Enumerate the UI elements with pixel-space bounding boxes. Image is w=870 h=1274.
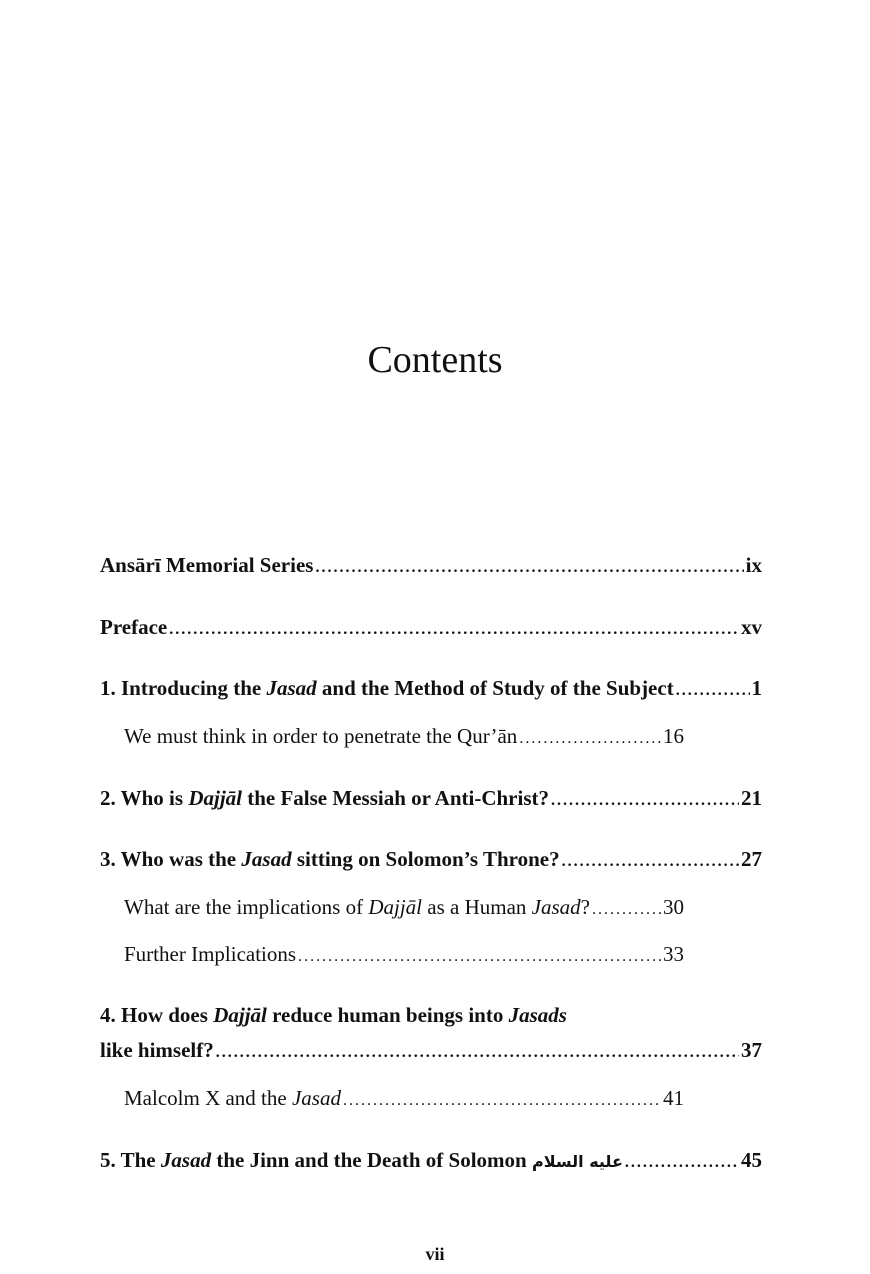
toc-label: Ansārī Memorial Series xyxy=(100,553,314,577)
toc-entry-preface[interactable] xyxy=(100,615,762,640)
toc-label: Preface xyxy=(100,615,168,639)
toc-page-number: 33 xyxy=(663,942,684,966)
toc-entry-chapter-4-line-1[interactable]: 4. How does Dajjāl reduce human beings into Jasads xyxy=(100,1003,567,1027)
toc-page-number: 1 xyxy=(751,676,762,700)
toc-entry-chapter-3[interactable] xyxy=(100,847,762,872)
toc-page-number: 37 xyxy=(741,1038,762,1062)
toc-label: 5. The Jasad the Jinn and the Death of Solomon عليه السلام xyxy=(100,1148,623,1172)
toc-label: 2. Who is Dajjāl the False Messiah or Anti-Christ? xyxy=(100,786,549,810)
toc-subentry-further-implications[interactable] xyxy=(124,942,684,967)
leader-dots xyxy=(169,621,739,639)
leader-dots xyxy=(625,1154,739,1172)
leader-dots xyxy=(562,853,739,871)
leader-dots xyxy=(315,559,743,577)
leader-dots xyxy=(216,1044,739,1062)
toc-entry-ansari-memorial-series[interactable] xyxy=(100,553,762,578)
toc-entry-chapter-1[interactable] xyxy=(100,676,762,701)
toc-entry-chapter-2[interactable] xyxy=(100,786,762,811)
leader-dots xyxy=(519,730,661,748)
toc-page-number: 27 xyxy=(741,847,762,871)
toc-page-number: ix xyxy=(745,553,762,577)
page-title: Contents xyxy=(367,339,503,381)
toc-page-number: 45 xyxy=(741,1148,762,1172)
toc-label: Malcolm X and the Jasad xyxy=(124,1086,341,1110)
toc-page-number: 21 xyxy=(741,786,762,810)
toc-page-number: xv xyxy=(741,615,762,639)
leader-dots xyxy=(551,792,739,810)
toc-label: 3. Who was the Jasad sitting on Solomon’s Throne? xyxy=(100,847,560,871)
toc-page-number: 30 xyxy=(663,895,684,919)
page-folio-number: vii xyxy=(425,1244,445,1264)
toc-subentry-implications-of-dajjal[interactable] xyxy=(124,895,684,920)
arabic-honorific: عليه السلام xyxy=(531,1152,623,1171)
toc-label: like himself? xyxy=(100,1038,214,1062)
toc-label: What are the implications of Dajjāl as a Human Jasad? xyxy=(124,895,590,919)
leader-dots xyxy=(343,1092,661,1110)
toc-subentry-think-to-penetrate-quran[interactable] xyxy=(124,724,684,749)
leader-dots xyxy=(676,682,750,700)
leader-dots xyxy=(298,948,661,966)
toc-page-number: 16 xyxy=(663,724,684,748)
toc-entry-chapter-5[interactable] xyxy=(100,1148,762,1173)
toc-subentry-malcolm-x[interactable] xyxy=(124,1086,684,1111)
toc-label: Further Implications xyxy=(124,942,297,966)
toc-entry-chapter-4[interactable] xyxy=(100,1038,762,1063)
toc-label: We must think in order to penetrate the Qur’ān xyxy=(124,724,518,748)
toc-page-number: 41 xyxy=(663,1086,684,1110)
leader-dots xyxy=(592,901,661,919)
toc-label: 1. Introducing the Jasad and the Method of Study of the Subject xyxy=(100,676,674,700)
